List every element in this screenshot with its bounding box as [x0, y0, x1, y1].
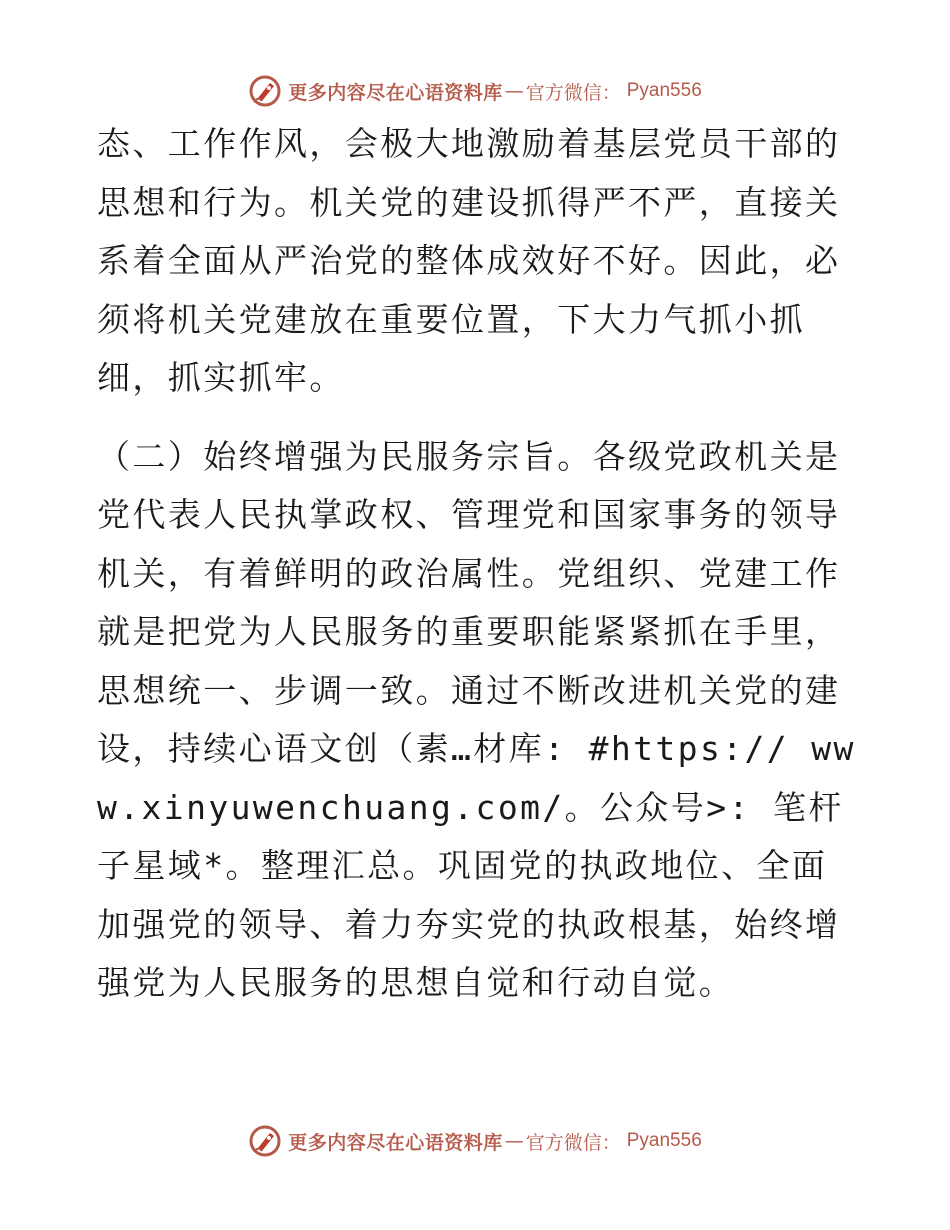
footer-banner	[0, 1121, 950, 1161]
footer-site-name: 更多内容尽在心语资料库	[288, 1131, 503, 1154]
header-banner	[0, 71, 950, 111]
paragraph-2: （二）始终增强为民服务宗旨。各级党政机关是党代表人民执掌政权、管理党和国家事务的领导机关，有着鲜明的政治属性。党组织、党建工作就是把党为人民服务的重要职能紧紧抓在手里，思想统一、步调一致。通过不断改进机关党的建设，持续心语文创（素…材库: #https:// www.xinyuwenchuang.com/。公众号>: 笔杆子星域*。整理汇总。巩固党的执政地位、全面加强党的领导、着力夯实党的执政根基，始终增强党为人民服务的思想自觉和行动自觉。	[97, 436, 856, 1002]
paragraph-1: 态、工作作风，会极大地激励着基层党员干部的思想和行为。机关党的建设抓得严不严，直接关系着全面从严治党的整体成效好不好。因此，必须将机关党建放在重要位置，下大力气抓小抓细，抓实抓牢。	[97, 124, 841, 397]
header-site-name: 更多内容尽在心语资料库	[288, 81, 503, 104]
document-body	[97, 115, 857, 1013]
pen-nib-circle-icon	[248, 1124, 282, 1158]
header-dash: —	[504, 80, 524, 102]
footer-wechat-label: 官方微信：	[525, 1131, 621, 1154]
pen-nib-circle-icon	[248, 74, 282, 108]
header-wechat-label: 官方微信：	[525, 81, 621, 104]
footer-dash: —	[504, 1130, 524, 1152]
header-wechat-id: Pyan556	[626, 80, 702, 101]
footer-wechat-id: Pyan556	[626, 1130, 702, 1151]
